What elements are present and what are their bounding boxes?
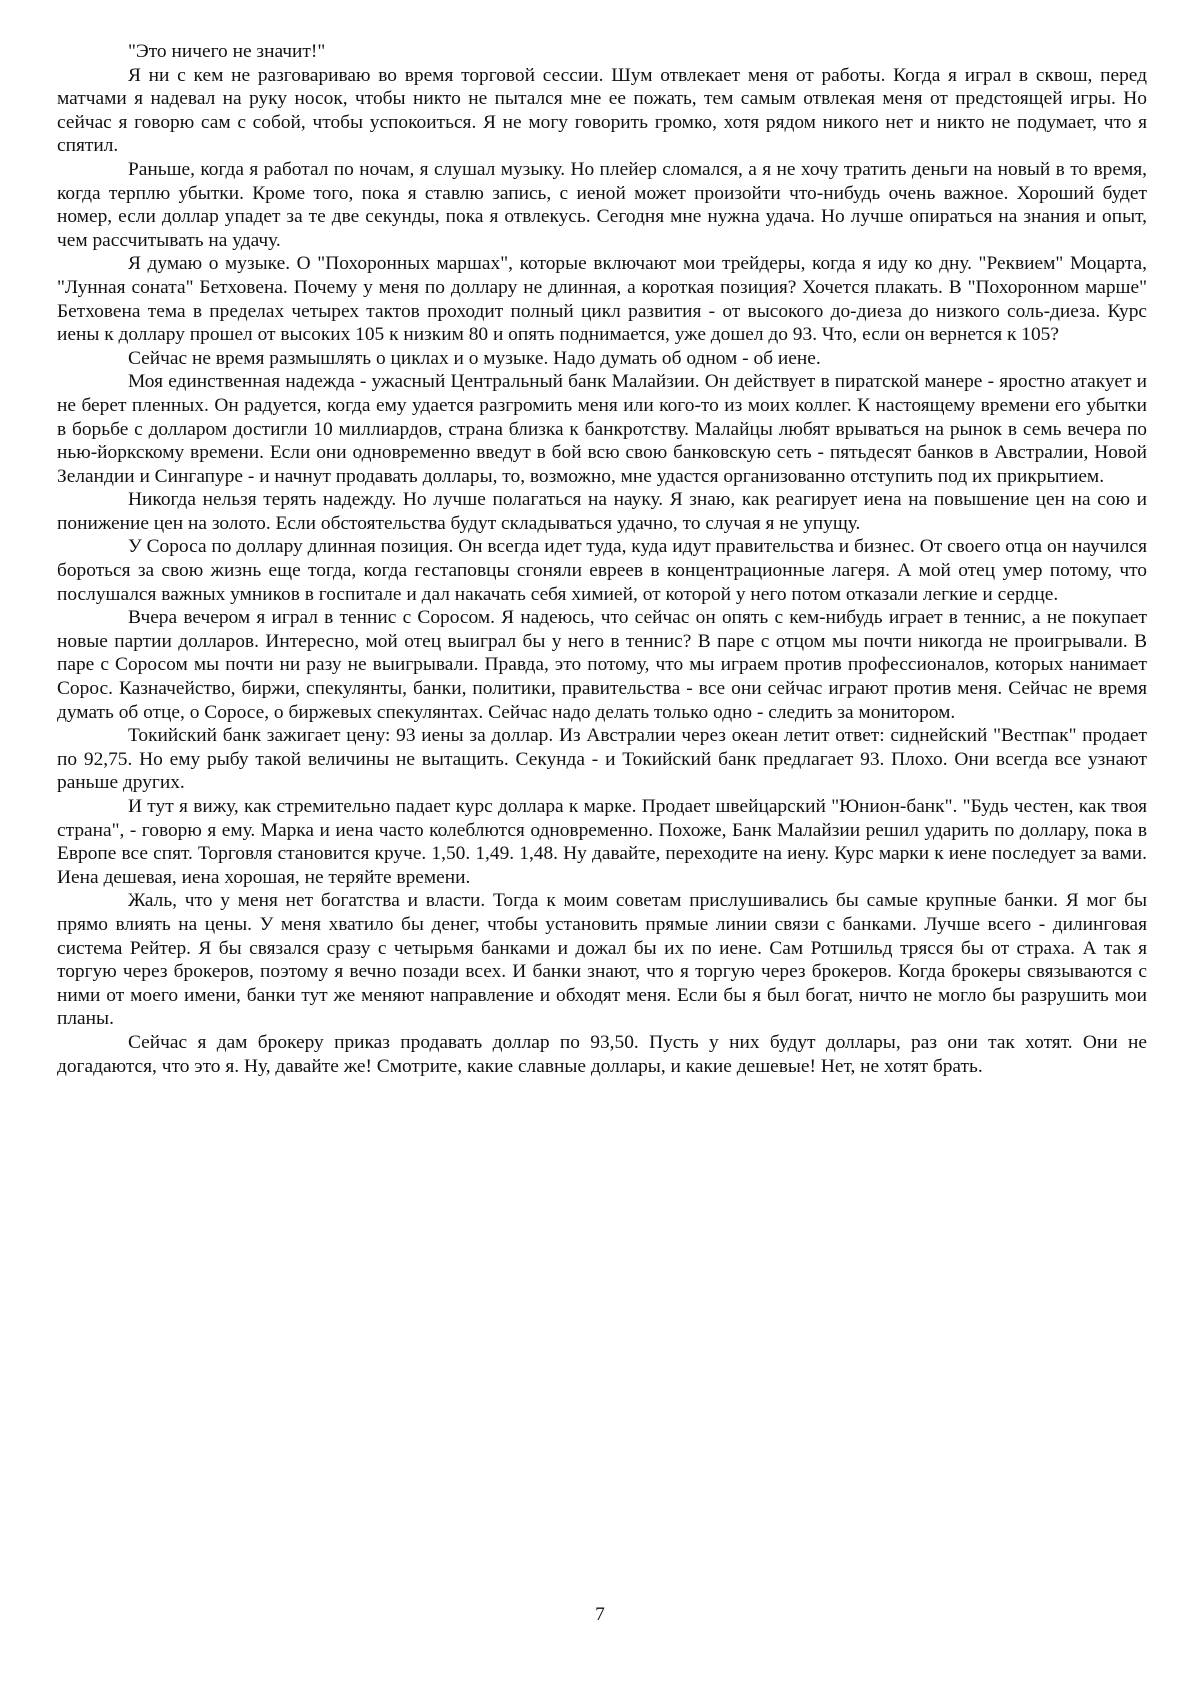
paragraph: Я ни с кем не разговариваю во время торговой сессии. Шум отвлекает меня от работы. Когда я играл в сквош, перед матчами я надевал на руку носок, чтобы никто не пытался мне ее пожать, тем самым отвлекая меня от предстоящей игры. Но сейчас я говорю сам с собой, чтобы успокоиться. Я не могу говорить громко, хотя рядом никого нет и никто не подумает, что я спятил.	[57, 64, 1147, 157]
paragraph: Раньше, когда я работал по ночам, я слушал музыку. Но плейер сломался, а я не хочу тратить деньги на новый в то время, когда терплю убытки. Кроме того, пока я ставлю запись, с иеной может произойти что-нибудь очень важное. Хороший будет номер, если доллар упадет за те две секунды, пока я отвлекусь. Сегодня мне нужна удача. Но лучше опираться на знания и опыт, чем рассчитывать на удачу.	[57, 158, 1147, 251]
paragraph: И тут я вижу, как стремительно падает курс доллара к марке. Продает швейцарский "Юнион-банк". "Будь честен, как твоя страна", - говорю я ему. Марка и иена часто колеблются одновременно. Похоже, Банк Малайзии решил ударить по доллару, пока в Европе все спят. Торговля становится круче. 1,50. 1,49. 1,48. Ну давайте, переходите на иену. Курс марки к иене последует за вами. Иена дешевая, иена хорошая, не теряйте времени.	[57, 796, 1147, 888]
paragraph: Токийский банк зажигает цену: 93 иены за доллар. Из Австралии через океан летит ответ: сиднейский "Вестпак" продает по 92,75. Но ему рыбу такой величины не вытащить. Секунда - и Токийский банк предлагает 93. Плохо. Они всегда все узнают раньше других.	[57, 725, 1147, 794]
document-page	[57, 40, 1147, 1078]
paragraph: У Сороса по доллару длинная позиция. Он всегда идет туда, куда идут правительства и бизнес. От своего отца он научился бороться за свою жизнь еще тогда, когда гестаповцы сгоняли евреев в концентрационные лагеря. А мой отец умер потому, что послушался важных умников в госпитале и дал накачать себя химией, от которой у него потом отказали легкие и сердце.	[57, 536, 1147, 605]
paragraph: Жаль, что у меня нет богатства и власти. Тогда к моим советам прислушивались бы самые крупные банки. Я мог бы прямо влиять на цены. У меня хватило бы денег, чтобы установить прямые линии связи с банками. Лучше всего - дилинговая система Рейтер. Я бы связался сразу с четырьмя банками и дожал бы их по иене. Сам Ротшильд трясся бы от страха. А так я торгую через брокеров, поэтому я вечно позади всех. И банки знают, что я торгую через брокеров. Когда брокеры связываются с ними от моего имени, банки тут же меняют направление и обходят меня. Если бы я был богат, ничто не могло бы разрушить мои планы.	[57, 890, 1147, 1030]
paragraph: Вчера вечером я играл в теннис с Соросом. Я надеюсь, что сейчас он опять с кем-нибудь играет в теннис, а не покупает новые партии долларов. Интересно, мой отец выиграл бы у него в теннис? В паре с отцом мы почти никогда не проигрывали. В паре с Соросом мы почти ни разу не выигрывали. Правда, это потому, что мы играем против профессионалов, которых нанимает Сорос. Казначейство, биржи, спекулянты, банки, политики, правительства - все они сейчас играют против меня. Сейчас не время думать об отце, о Соросе, о биржевых спекулянтах. Сейчас надо делать только одно - следить за монитором.	[57, 607, 1147, 723]
paragraph: "Это ничего не значит!"	[128, 41, 326, 62]
paragraph: Сейчас я дам брокеру приказ продавать доллар по 93,50. Пусть у них будут доллары, раз они так хотят. Они не догадаются, что это я. Ну, давайте же! Смотрите, какие славные доллары, и какие дешевые! Нет, не хотят брать.	[57, 1031, 1147, 1077]
paragraph: Никогда нельзя терять надежду. Но лучше полагаться на науку. Я знаю, как реагирует иена на повышение цен на сою и понижение цен на золото. Если обстоятельства будут складываться удачно, то случая я не упущу.	[57, 489, 1147, 534]
paragraph: Я думаю о музыке. О "Похоронных маршах", которые включают мои трейдеры, когда я иду ко дну. "Реквием" Моцарта, "Лунная соната" Бетховена. Почему у меня по доллару не длинная, а короткая позиция? Хочется плакать. В "Похоронном марше" Бетховена тема в пределах четырех тактов проходит полный цикл развития - от высокого до-диеза до низкого соль-диеза. Курс иены к доллару прошел от высоких 105 к низким 80 и опять поднимается, уже дошел до 93. Что, если он вернется к 105?	[57, 253, 1147, 346]
paragraph: Сейчас не время размышлять о циклах и о музыке. Надо думать об одном - об иене.	[128, 347, 821, 369]
paragraph: Моя единственная надежда - ужасный Центральный банк Малайзии. Он действует в пиратской манере - яростно атакует и не берет пленных. Он радуется, когда ему удается разгромить меня или кого-то из моих коллег. К настоящему времени его убытки в борьбе с долларом достигли 10 миллиардов, страна близка к банкротству. Малайцы любят врываться на рынок в семь вечера по нью-йоркскому времени. Если они одновременно введут в бой всю свою банковскую сеть - пятьдесят банков в Австралии, Новой Зеландии и Сингапуре - и начнут продавать доллары, то, возможно, мне удастся организованно отступить под их прикрытием.	[57, 371, 1147, 487]
page-number: 7	[595, 1604, 605, 1625]
